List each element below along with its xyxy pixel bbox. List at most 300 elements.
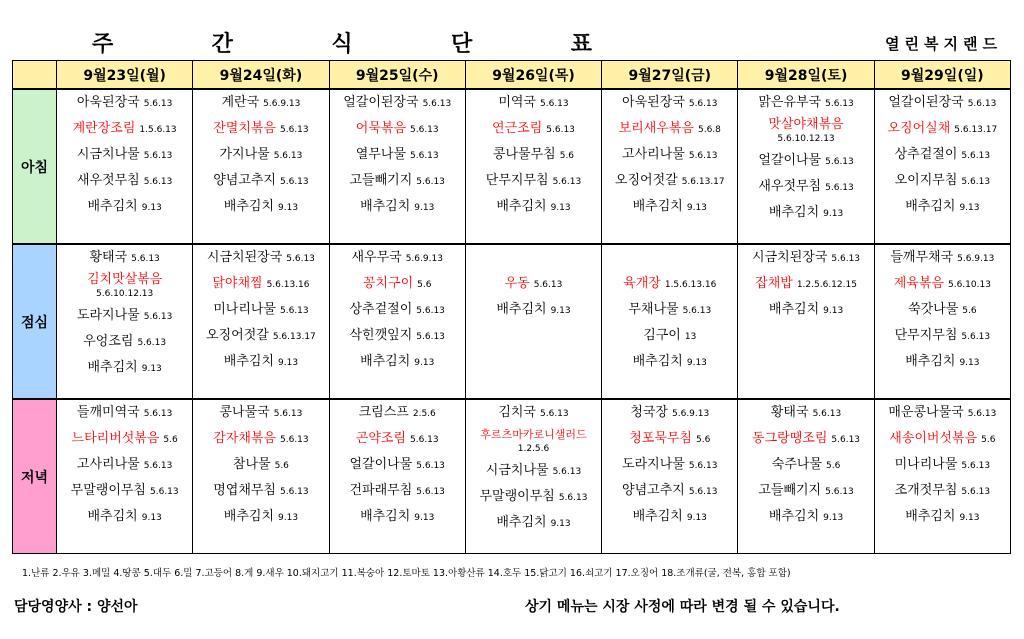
menu-cell xyxy=(602,399,738,554)
day-header: 9월29일(일) xyxy=(874,61,1010,90)
dish-allergens: 5.6.13 xyxy=(546,125,575,135)
dish-item xyxy=(466,194,601,220)
dish-allergens: 5.6.13 xyxy=(143,461,173,471)
dish-name: 꽁치구이 xyxy=(362,276,414,291)
dish-allergens: 5.6.13 xyxy=(961,332,991,342)
dish-item xyxy=(57,355,192,381)
dish-name: 가지나물 xyxy=(219,147,270,162)
dish-allergens: 5.6.13 xyxy=(967,409,997,419)
dish-item xyxy=(57,245,192,271)
dish-allergens: 5.6.10.12.13 xyxy=(96,289,154,299)
dish-name: 배추김치 xyxy=(87,199,138,214)
meal-label: 아침 xyxy=(13,89,57,244)
dish-name: 얼갈이된장국 xyxy=(888,95,964,110)
dish-allergens: 5.6.9.13 xyxy=(672,409,710,419)
dish-item xyxy=(602,168,737,194)
dish-allergens: 5.6.10.13 xyxy=(947,280,991,290)
dish-allergens: 9.13 xyxy=(959,513,980,523)
dish-name: 쑥갓나물 xyxy=(908,302,959,317)
dish-item xyxy=(602,271,737,297)
dish-item xyxy=(738,245,873,271)
dish-allergens: 9.13 xyxy=(550,519,571,529)
meal-row xyxy=(13,399,1011,554)
dish-name: 청국장 xyxy=(630,405,668,420)
dish-allergens: 1.2.5.6 xyxy=(517,444,550,454)
dish-item xyxy=(330,426,465,452)
dish-allergens: 5.6.13 xyxy=(137,338,167,348)
dish-name: 닭야채찜 xyxy=(212,276,263,291)
menu-cell xyxy=(465,89,601,244)
dish-item xyxy=(875,349,1010,375)
dish-name: 오이지무침 xyxy=(894,173,958,188)
dish-item xyxy=(193,426,328,452)
dish-item xyxy=(193,90,328,116)
dish-item xyxy=(738,504,873,530)
dish-item xyxy=(466,90,601,116)
dish-item xyxy=(330,116,465,142)
dish-name: 배추김치 xyxy=(632,199,683,214)
dish-allergens: 5.6.13 xyxy=(961,151,991,161)
dish-name: 황태국 xyxy=(770,405,809,420)
dish-item xyxy=(738,116,873,148)
dish-item xyxy=(193,400,328,426)
dish-item xyxy=(193,323,328,349)
dish-item xyxy=(330,400,465,426)
dish-allergens: 5.6.13 xyxy=(143,99,173,109)
dish-name: 시금치된장국 xyxy=(206,250,283,265)
dish-allergens: 5.6.13 xyxy=(280,177,309,187)
dish-allergens: 5.6.13 xyxy=(416,332,445,342)
menu-cell xyxy=(465,399,601,554)
dish-name: 배추김치 xyxy=(360,354,411,369)
dish-name: 청포묵무침 xyxy=(629,431,692,446)
dish-name: 무말랭이무침 xyxy=(479,489,555,504)
dish-item xyxy=(466,297,601,323)
dish-item xyxy=(330,142,465,168)
dish-name: 계란국 xyxy=(221,95,260,110)
dish-name: 양념고추지 xyxy=(213,173,276,188)
dish-name: 단무지무침 xyxy=(894,328,958,343)
page-title xyxy=(62,28,622,56)
dish-allergens: 5.6.13 xyxy=(688,99,718,109)
menu-cell xyxy=(874,89,1010,244)
dish-item xyxy=(466,116,601,142)
dish-allergens: 5.6.13 xyxy=(540,409,569,419)
dish-item xyxy=(875,245,1010,271)
dish-allergens: 9.13 xyxy=(414,513,435,523)
dish-allergens: 5.6.13 xyxy=(552,177,582,187)
dish-item xyxy=(466,168,601,194)
dish-name: 배추김치 xyxy=(223,354,275,369)
dish-name: 맑은유부국 xyxy=(758,95,822,110)
dish-allergens: 5.6.13 xyxy=(825,183,854,193)
dish-name: 배추김치 xyxy=(360,199,411,214)
dish-name: 콩나물국 xyxy=(219,405,270,420)
dish-name: 아욱된장국 xyxy=(76,95,140,110)
dish-name: 후르츠마카로니샐러드 xyxy=(480,428,587,441)
dish-allergens: 5.6 xyxy=(962,306,977,316)
dish-name: 고들빼기지 xyxy=(349,173,413,188)
dish-name: 느타리버섯볶음 xyxy=(71,431,160,446)
dish-item xyxy=(193,168,328,194)
dish-item xyxy=(875,168,1010,194)
dish-allergens: 5.6.13 xyxy=(533,280,563,290)
organization-name: 열린복지랜드 xyxy=(885,35,1002,53)
dish-item xyxy=(330,271,465,297)
dish-name: 보리새우볶음 xyxy=(618,121,694,136)
dish-name: 김구이 xyxy=(643,328,681,343)
dish-allergens: 5.6.13 xyxy=(961,177,991,187)
dish-allergens: 5.6.13 xyxy=(825,157,854,167)
dish-item xyxy=(466,400,601,426)
dish-name: 계란장조림 xyxy=(72,121,136,136)
dish-item xyxy=(57,426,192,452)
dish-allergens: 5.6.13.17 xyxy=(681,177,725,187)
dish-item xyxy=(602,504,737,530)
menu-cell xyxy=(738,244,874,399)
dish-item xyxy=(57,303,192,329)
dish-allergens: 9.13 xyxy=(959,203,980,213)
title-char: 주 xyxy=(92,31,114,57)
dish-allergens: 5.6.13 xyxy=(825,487,854,497)
dish-allergens: 5.6.13 xyxy=(688,461,718,471)
dish-allergens: 5.6.13 xyxy=(143,312,173,322)
dish-name: 단무지무침 xyxy=(485,173,549,188)
dish-allergens: 5.6.9.13 xyxy=(405,254,443,264)
dish-item xyxy=(57,194,192,220)
dish-item xyxy=(738,148,873,174)
dish-name: 새우젓무침 xyxy=(76,173,140,188)
dish-allergens: 5.6.13 xyxy=(825,99,854,109)
change-notice: 상기 메뉴는 시장 사정에 따라 변경 될 수 있습니다. xyxy=(525,599,840,615)
dish-name: 오징어실채 xyxy=(887,121,951,136)
dish-item xyxy=(466,271,601,297)
dish-name: 크림스프 xyxy=(358,405,409,420)
dish-name: 배추김치 xyxy=(87,509,138,524)
menu-cell xyxy=(329,89,465,244)
menu-cell xyxy=(329,399,465,554)
day-header: 9월27일(금) xyxy=(602,61,738,90)
title-char: 단 xyxy=(451,31,473,57)
dish-allergens: 5.6.13 xyxy=(273,151,303,161)
dish-item xyxy=(602,245,737,271)
dish-name: 오징어젓갈 xyxy=(614,173,678,188)
dish-allergens: 9.13 xyxy=(959,358,980,368)
dish-item xyxy=(875,194,1010,220)
dish-allergens: 5.6.13 xyxy=(410,435,439,445)
dish-allergens: 5.6.13 xyxy=(280,125,309,135)
dish-allergens: 5.6.13 xyxy=(812,409,842,419)
dish-allergens: 9.13 xyxy=(823,209,844,219)
dish-item xyxy=(57,116,192,142)
dish-allergens: 9.13 xyxy=(278,513,299,523)
dish-item xyxy=(466,142,601,168)
dish-item xyxy=(193,349,328,375)
dish-name: 새우젓무침 xyxy=(758,179,822,194)
dish-name: 미나리나물 xyxy=(213,302,276,317)
dish-item xyxy=(875,271,1010,297)
dish-name: 동그랑땡조림 xyxy=(752,431,828,446)
dish-name: 시금치나물 xyxy=(485,463,549,478)
dish-name: 배추김치 xyxy=(496,515,547,530)
meal-row xyxy=(13,244,1011,399)
menu-cell xyxy=(57,399,193,554)
dish-name: 배추김치 xyxy=(87,360,138,375)
dish-name: 숙주나물 xyxy=(771,457,822,472)
dish-item xyxy=(193,194,328,220)
dish-name: 오징어젓갈 xyxy=(206,328,269,343)
dish-allergens: 5.6.13.16 xyxy=(266,280,310,290)
menu-cell xyxy=(193,244,329,399)
dish-name: 건파래무침 xyxy=(349,483,413,498)
dish-allergens: 9.13 xyxy=(686,513,707,523)
dish-item xyxy=(738,90,873,116)
day-header: 9월25일(수) xyxy=(329,61,465,90)
dish-name: 곤약조림 xyxy=(355,431,406,446)
dish-allergens: 5.6.13.17 xyxy=(954,125,998,135)
dish-item xyxy=(193,478,328,504)
dish-item xyxy=(330,168,465,194)
dish-name: 배추김치 xyxy=(768,302,820,317)
dish-item xyxy=(875,297,1010,323)
dish-name: 연근조림 xyxy=(492,121,543,136)
dish-name: 배추김치 xyxy=(768,509,820,524)
menu-cell xyxy=(193,89,329,244)
dish-item xyxy=(738,452,873,478)
dish-name: 배추김치 xyxy=(496,199,547,214)
dish-name: 상추겉절이 xyxy=(349,302,413,317)
dish-name: 배추김치 xyxy=(632,509,683,524)
dish-item xyxy=(875,400,1010,426)
dish-name: 무말랭이무침 xyxy=(70,483,146,498)
dish-name: 명엽채무침 xyxy=(213,483,276,498)
dish-item xyxy=(57,142,192,168)
dish-allergens: 13 xyxy=(684,332,697,342)
meal-label: 저녁 xyxy=(13,399,57,554)
dish-name: 어묵볶음 xyxy=(355,121,406,136)
dish-name: 미역국 xyxy=(498,95,536,110)
menu-cell xyxy=(874,399,1010,554)
dish-item xyxy=(57,168,192,194)
dish-item xyxy=(875,426,1010,452)
dish-allergens: 2.5.6 xyxy=(412,409,436,419)
dish-allergens: 5.6.13 xyxy=(682,306,712,316)
dish-item xyxy=(875,504,1010,530)
title-char: 간 xyxy=(211,31,233,57)
menu-cell xyxy=(738,89,874,244)
dish-item xyxy=(602,452,737,478)
menu-body xyxy=(13,89,1011,554)
dish-allergens: 1.5.6.13 xyxy=(139,125,177,135)
menu-cell xyxy=(602,244,738,399)
dish-item xyxy=(602,349,737,375)
dish-allergens: 5.6 xyxy=(696,435,711,445)
dish-name: 감자채볶음 xyxy=(213,431,276,446)
dish-allergens: 5.6.13 xyxy=(280,306,309,316)
dish-allergens: 5.6.13.17 xyxy=(272,332,316,342)
dish-name: 얼갈이된장국 xyxy=(343,95,419,110)
dish-name: 얼갈이나물 xyxy=(758,153,822,168)
dish-name: 콩나물무침 xyxy=(492,147,556,162)
dish-allergens: 9.13 xyxy=(823,306,844,316)
dish-allergens: 5.6.13 xyxy=(961,461,991,471)
dish-item xyxy=(57,271,192,303)
day-header: 9월23일(월) xyxy=(57,61,193,90)
dish-item xyxy=(738,426,873,452)
dish-name: 배추김치 xyxy=(223,199,275,214)
dish-name: 배추김치 xyxy=(905,354,956,369)
dish-name: 삭힌깻잎지 xyxy=(349,328,413,343)
dish-item xyxy=(602,194,737,220)
dish-name: 김치맛살볶음 xyxy=(86,272,163,287)
menu-cell xyxy=(193,399,329,554)
dish-allergens: 5.6.13 xyxy=(410,125,439,135)
day-header: 9월28일(토) xyxy=(738,61,874,90)
dish-item xyxy=(875,116,1010,142)
meal-label: 점심 xyxy=(13,244,57,399)
dish-item xyxy=(875,142,1010,168)
dish-allergens: 5.6 xyxy=(559,151,575,161)
dish-allergens: 9.13 xyxy=(278,358,299,368)
dish-name: 새송이버섯볶음 xyxy=(889,431,978,446)
dish-name: 잔멸치볶음 xyxy=(213,121,276,136)
dish-allergens: 5.6.13 xyxy=(286,254,315,264)
dish-item xyxy=(602,478,737,504)
dish-name: 새우무국 xyxy=(351,250,402,265)
dish-allergens: 5.6.13 xyxy=(416,177,445,187)
title-char: 표 xyxy=(570,31,592,57)
dish-name: 우엉조림 xyxy=(83,334,134,349)
dish-item xyxy=(466,458,601,484)
dish-item xyxy=(466,426,601,458)
menu-cell xyxy=(465,244,601,399)
dish-name: 배추김치 xyxy=(905,509,956,524)
dish-name: 상추겉절이 xyxy=(894,147,958,162)
dish-item xyxy=(193,504,328,530)
dish-allergens: 9.13 xyxy=(141,513,162,523)
menu-table xyxy=(12,60,1011,554)
dish-name: 김치국 xyxy=(498,405,536,420)
dish-item xyxy=(602,323,737,349)
dish-name: 조개젓무침 xyxy=(894,483,958,498)
day-header-row xyxy=(13,61,1011,90)
dish-item xyxy=(193,142,328,168)
dish-name: 양념고추지 xyxy=(622,483,685,498)
dish-item xyxy=(738,271,873,297)
dish-name: 황태국 xyxy=(89,250,128,265)
dish-item xyxy=(330,478,465,504)
dish-item xyxy=(875,90,1010,116)
dish-allergens: 5.6.13 xyxy=(143,177,173,187)
dish-item xyxy=(330,323,465,349)
dish-name: 제육볶음 xyxy=(893,276,944,291)
dish-name: 우동 xyxy=(504,276,530,291)
dish-allergens: 9.13 xyxy=(823,513,844,523)
dish-allergens: 5.6.13 xyxy=(143,409,173,419)
dish-item xyxy=(466,245,601,271)
dish-item xyxy=(57,452,192,478)
dish-allergens: 5.6 xyxy=(981,435,996,445)
dish-item xyxy=(193,297,328,323)
dish-item xyxy=(738,200,873,226)
dish-name: 고들빼기지 xyxy=(758,483,822,498)
dish-item xyxy=(602,90,737,116)
dish-allergens: 9.13 xyxy=(414,358,435,368)
dish-item xyxy=(193,452,328,478)
dish-allergens: 9.13 xyxy=(414,203,435,213)
dish-item xyxy=(330,349,465,375)
dish-allergens: 5.6.13 xyxy=(273,409,303,419)
dish-allergens: 5.6 xyxy=(274,461,289,471)
dish-item xyxy=(57,504,192,530)
dish-allergens: 5.6.9.13 xyxy=(263,99,301,109)
dish-name: 배추김치 xyxy=(632,354,683,369)
dish-name: 아욱된장국 xyxy=(622,95,685,110)
dish-allergens: 5.6.13 xyxy=(422,99,452,109)
dish-allergens: 5.6.13 xyxy=(967,99,997,109)
dish-allergens: 9.13 xyxy=(141,364,162,374)
dish-name: 참나물 xyxy=(232,457,271,472)
dish-name: 시금치나물 xyxy=(76,147,140,162)
corner-cell xyxy=(13,61,57,90)
menu-cell xyxy=(329,244,465,399)
dish-allergens: 9.13 xyxy=(686,203,707,213)
dish-name: 미나리나물 xyxy=(894,457,958,472)
menu-cell xyxy=(57,89,193,244)
dish-allergens: 5.6.13 xyxy=(831,254,861,264)
dish-item xyxy=(602,400,737,426)
dish-item xyxy=(193,116,328,142)
dish-item xyxy=(330,245,465,271)
dish-item xyxy=(466,484,601,510)
dish-allergens: 5.6.13 xyxy=(416,461,445,471)
dish-item xyxy=(330,297,465,323)
dish-allergens: 5.6.13 xyxy=(540,99,569,109)
dish-allergens: 5.6.13 xyxy=(416,306,445,316)
dish-name: 배추김치 xyxy=(768,205,820,220)
meal-row xyxy=(13,89,1011,244)
dish-allergens: 9.13 xyxy=(550,203,571,213)
dish-allergens: 5.6.13 xyxy=(831,435,861,445)
dish-allergens: 5.6.13 xyxy=(961,487,991,497)
dish-allergens: 1.5.6.13.16 xyxy=(664,280,717,290)
dish-name: 무채나물 xyxy=(628,302,679,317)
menu-cell xyxy=(602,89,738,244)
dish-allergens: 5.6.13 xyxy=(558,493,588,503)
dish-name: 배추김치 xyxy=(223,509,275,524)
dish-item xyxy=(875,323,1010,349)
dish-item xyxy=(602,426,737,452)
dish-allergens: 9.13 xyxy=(550,306,571,316)
title-char: 식 xyxy=(331,31,353,57)
dish-allergens: 9.13 xyxy=(686,358,707,368)
dish-item xyxy=(875,452,1010,478)
dish-allergens: 5.6.13 xyxy=(143,151,173,161)
dish-item xyxy=(57,400,192,426)
dish-item xyxy=(875,478,1010,504)
dish-name: 시금치된장국 xyxy=(752,250,828,265)
dish-item xyxy=(738,174,873,200)
dish-item xyxy=(738,297,873,323)
dish-allergens: 5.6.13 xyxy=(688,151,718,161)
dish-allergens: 9.13 xyxy=(278,203,299,213)
dish-item xyxy=(57,478,192,504)
dish-name: 맛살야채볶음 xyxy=(768,117,844,132)
dish-item xyxy=(738,478,873,504)
dish-item xyxy=(57,329,192,355)
dish-name: 배추김치 xyxy=(496,302,547,317)
dish-item xyxy=(602,142,737,168)
